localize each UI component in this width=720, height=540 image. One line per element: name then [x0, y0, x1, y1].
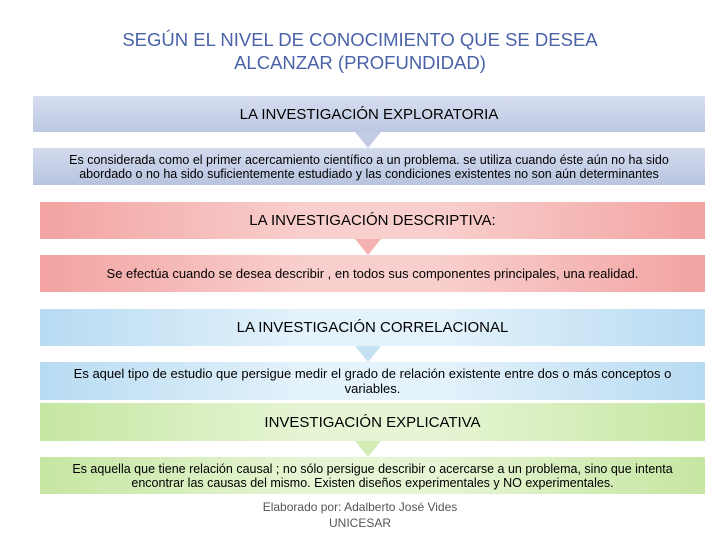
author-credit-line-2: UNICESAR: [328, 516, 391, 530]
explicativa-description-line-1: Es aquella que tiene relación causal ; no sólo persigue describir o acercarse a un problema, sino que intenta: [72, 461, 673, 476]
descriptiva-heading: LA INVESTIGACIÓN DESCRIPTIVA:: [249, 212, 496, 229]
title-line-2: ALCANZAR (PROFUNDIDAD): [234, 52, 486, 73]
title-line-1: SEGÚN EL NIVEL DE CONOCIMIENTO QUE SE DESEA: [122, 29, 598, 50]
descriptiva-description-line-1: Se efectúa cuando se desea describir , en todos sus componentes principales, una realidad.: [106, 265, 639, 281]
correlacional-arrow-icon: [355, 346, 381, 362]
correlacional-description: [40, 362, 705, 400]
correlacional-description-line-1: Es aquel tipo de estudio que persigue medir el grado de relación existente entre dos o más conceptos o: [73, 366, 672, 381]
correlacional-description-line-2: variables.: [344, 381, 401, 396]
explicativa-heading: INVESTIGACIÓN EXPLICATIVA: [264, 413, 481, 431]
exploratoria-header: [33, 96, 705, 132]
correlacional-heading: LA INVESTIGACIÓN CORRELACIONAL: [236, 319, 509, 336]
descriptiva-description: [40, 255, 705, 292]
correlacional-header: [40, 309, 705, 346]
author-credit: [230, 499, 490, 531]
page-title: [60, 28, 660, 74]
author-credit-line-1: Elaborado por: Adalberto José Vides: [262, 500, 458, 514]
explicativa-description: [40, 457, 705, 494]
explicativa-header: [40, 403, 705, 441]
descriptiva-header: [40, 202, 705, 239]
descriptiva-arrow-icon: [355, 239, 381, 255]
explicativa-description-line-2: encontrar las causas del mismo. Existen diseños experimentales y NO experimentales.: [131, 475, 614, 490]
exploratoria-description-line-2: abordado o no ha sido suficientemente estudiado y las condiciones existentes no son aún determinantes: [79, 166, 659, 181]
exploratoria-heading: LA INVESTIGACIÓN EXPLORATORIA: [239, 105, 499, 123]
exploratoria-description: [33, 148, 705, 185]
exploratoria-arrow-icon: [355, 132, 381, 148]
exploratoria-description-line-1: Es considerada como el primer acercamiento científico a un problema. se utiliza cuando éste aún no ha sido: [69, 152, 669, 167]
explicativa-arrow-icon: [355, 441, 381, 457]
